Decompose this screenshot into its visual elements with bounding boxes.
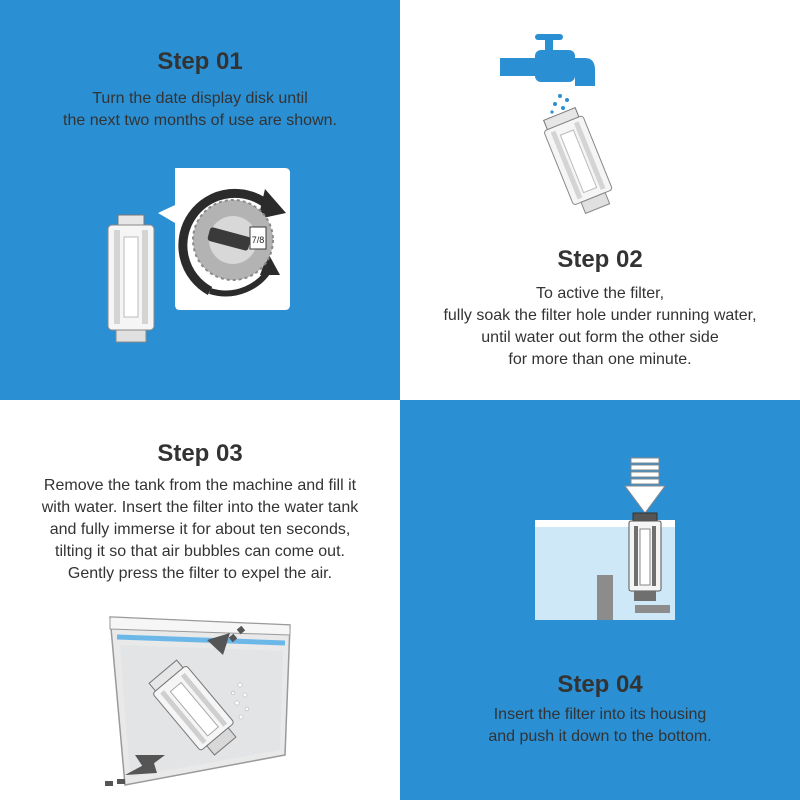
step-01-line-2: the next two months of use are shown. — [63, 112, 337, 129]
step-02-line-4: for more than one minute. — [508, 351, 692, 368]
step-02-title: Step 02 — [557, 246, 643, 273]
step-03-description — [0, 475, 400, 585]
step-02-panel — [400, 0, 800, 400]
push-down-arrow-icon — [625, 458, 665, 513]
date-disk-icon — [193, 200, 273, 280]
step-03-line-4: tilting it so that air bubbles can come out. — [55, 543, 345, 560]
step-02-description — [400, 283, 800, 371]
step-04-line-2: and push it down to the bottom. — [488, 728, 712, 745]
step-03-title: Step 03 — [157, 440, 243, 467]
step-03-line-5: Gently press the filter to expel the air. — [67, 565, 333, 582]
step-03-line-2: with water. Insert the filter into the water tank — [41, 499, 359, 516]
step-04-illustration — [535, 455, 695, 635]
step-03-line-1: Remove the tank from the machine and fill it — [43, 477, 357, 494]
step-03-illustration — [95, 605, 315, 795]
step-02-line-2: fully soak the filter hole under running water, — [443, 307, 757, 324]
step-01-description — [0, 88, 400, 132]
step-04-title: Step 04 — [557, 671, 643, 698]
step-02-line-3: until water out form the other side — [481, 329, 719, 346]
filter-cartridge-icon — [540, 106, 617, 216]
step-04-line-1: Insert the filter into its housing — [493, 706, 707, 723]
filter-cartridge-icon — [108, 215, 154, 342]
step-01-title: Step 01 — [157, 48, 243, 75]
step-01-panel — [0, 0, 400, 400]
step-01-line-1: Turn the date display disk until — [92, 90, 308, 107]
step-01-illustration — [100, 165, 300, 345]
step-02-illustration — [495, 30, 685, 220]
step-03-panel — [0, 400, 400, 800]
step-03-line-3: and fully immerse it for about ten seconds, — [49, 521, 351, 538]
disk-date-label: 7/8 — [251, 235, 265, 245]
step-04-description — [400, 704, 800, 748]
filter-cartridge-icon — [629, 513, 661, 601]
step-04-panel — [400, 400, 800, 800]
faucet-icon — [500, 34, 595, 86]
step-02-line-1: To active the filter, — [535, 285, 665, 302]
